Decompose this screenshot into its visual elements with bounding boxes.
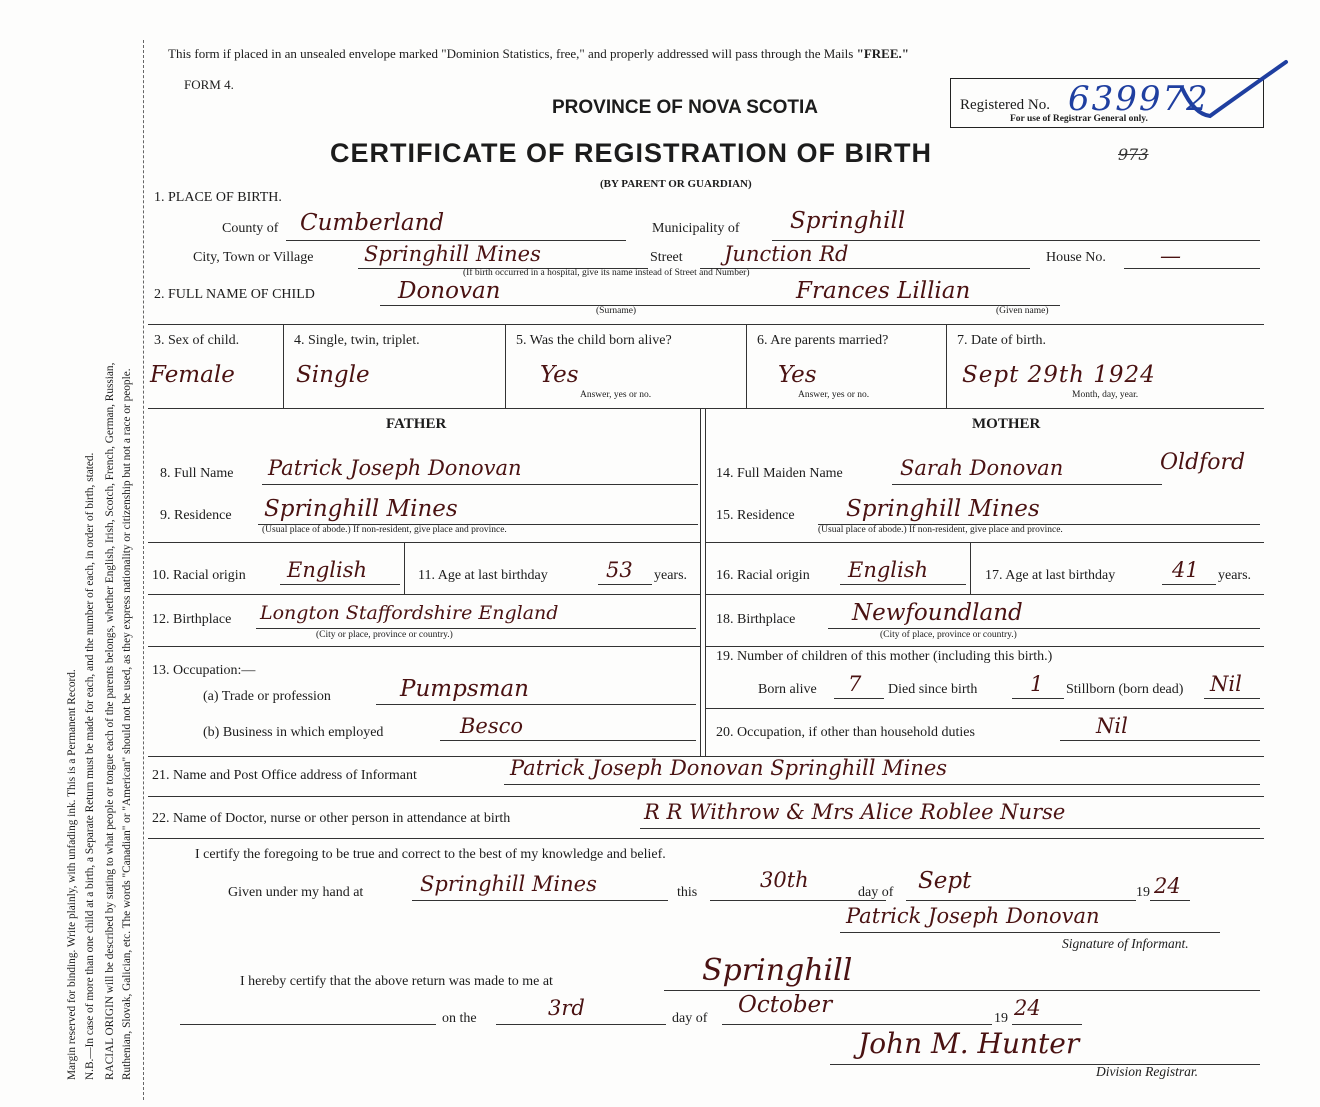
municipality-label: Municipality of — [652, 221, 740, 236]
father-heading: FATHER — [386, 416, 447, 432]
certification-day-of-label: day of — [858, 885, 894, 900]
street-value: Junction Rd — [724, 242, 849, 266]
given-under-label: Given under my hand at — [228, 885, 364, 900]
plurality-label: 4. Single, twin, triplet. — [294, 333, 420, 348]
born-alive-count-label: Born alive — [758, 682, 817, 697]
mother-racial-value: English — [848, 558, 929, 582]
mother-racial-label: 16. Racial origin — [716, 568, 810, 583]
father-name-label: 8. Full Name — [160, 466, 234, 481]
margin-note-1: Margin reserved for binding. Write plainly, with unfading ink. This is a Permanent Record. — [66, 669, 78, 1080]
registrar-on-the-label: on the — [442, 1011, 477, 1026]
mail-notice: This form if placed in an unsealed envelope marked "Dominion Statistics, free," and properly addressed will pass through the Mails "FREE." — [168, 46, 909, 61]
father-racial-label: 10. Racial origin — [152, 568, 246, 583]
father-residence-label: 9. Residence — [160, 508, 232, 523]
mother-age-value: 41 — [1172, 558, 1199, 582]
certificate-title: CERTIFICATE OF REGISTRATION OF BIRTH — [330, 138, 932, 168]
mother-age-years: years. — [1218, 568, 1252, 583]
registered-label: Registered No. — [960, 97, 1050, 113]
mother-name-value: Sarah Donovan — [900, 456, 1064, 480]
mother-occupation-value: Nil — [1096, 714, 1128, 738]
stillborn-value: Nil — [1210, 672, 1242, 696]
father-birthplace-caption: (City or place, province or country.) — [316, 630, 453, 640]
given-name-caption: (Given name) — [996, 306, 1049, 316]
mother-birthplace-label: 18. Birthplace — [716, 612, 796, 627]
municipality-value: Springhill — [790, 208, 906, 234]
informant-signature-caption: Signature of Informant. — [1062, 936, 1189, 951]
parents-married-label: 6. Are parents married? — [757, 333, 889, 348]
row-3-7-bottom-border — [148, 408, 1264, 409]
registrar-day-of-label: day of — [672, 1011, 708, 1026]
father-occupation-label: 13. Occupation:— — [152, 663, 256, 678]
registrar-day-value: 3rd — [548, 996, 585, 1020]
municipality-line — [772, 240, 1260, 241]
certification-year-value: 24 — [1154, 874, 1181, 898]
registrar-place-value: Springhill — [702, 953, 853, 988]
certification-month-value: Sept — [918, 868, 972, 894]
father-age-years: years. — [654, 568, 688, 583]
county-value: Cumberland — [300, 210, 445, 236]
stillborn-label: Stillborn (born dead) — [1066, 682, 1184, 697]
registered-value: 639972 — [1068, 79, 1210, 119]
father-birthplace-label: 12. Birthplace — [152, 612, 232, 627]
registrar-caption: Division Registrar. — [1096, 1064, 1199, 1079]
father-residence-value: Springhill Mines — [264, 496, 458, 522]
mother-residence-label: 15. Residence — [716, 508, 795, 523]
place-of-birth-label: 1. PLACE OF BIRTH. — [154, 190, 282, 205]
sex-label: 3. Sex of child. — [154, 333, 240, 348]
certificate-subtitle: (BY PARENT OR GUARDIAN) — [600, 178, 752, 190]
child-name-label: 2. FULL NAME OF CHILD — [154, 287, 315, 302]
city-label: City, Town or Village — [193, 250, 314, 265]
certification-statement: I certify the foregoing to be true and correct to the best of my knowledge and belief. — [195, 847, 666, 862]
date-of-birth-label: 7. Date of birth. — [957, 333, 1047, 348]
given-place-value: Springhill Mines — [420, 872, 597, 896]
father-trade-label: (a) Trade or profession — [203, 689, 331, 704]
father-business-value: Besco — [460, 714, 524, 738]
father-age-label: 11. Age at last birthday — [418, 568, 548, 583]
father-abode-caption: (Usual place of abode.) If non-resident, give place and province. — [262, 525, 507, 535]
father-business-label: (b) Business in which employed — [203, 725, 384, 740]
house-no-value: — — [1160, 244, 1181, 268]
registrar-signature: John M. Hunter — [858, 1027, 1080, 1060]
mother-abode-caption: (Usual place of abode.) If non-resident, give place and province. — [818, 525, 1063, 535]
child-given-name: Frances Lillian — [796, 278, 971, 304]
mother-heading: MOTHER — [972, 416, 1041, 432]
father-birthplace-value: Longton Staffordshire England — [260, 602, 559, 624]
margin-note-2: N.B.—In case of more than one child at a birth, a Separate Return must be made for each, and the number of each, in order of birth, stated. — [84, 452, 96, 1080]
form-label: FORM 4. — [184, 77, 234, 92]
died-since-birth-label: Died since birth — [888, 682, 978, 697]
binding-margin-line — [143, 40, 144, 1100]
informant-signature: Patrick Joseph Donovan — [846, 904, 1100, 928]
house-no-line — [1124, 268, 1260, 269]
father-age-value: 53 — [606, 558, 633, 582]
child-surname: Donovan — [398, 278, 501, 304]
hospital-note: (If birth occurred in a hospital, give its name instead of Street and Number) — [463, 268, 750, 278]
certification-year-prefix: 19 — [1136, 885, 1150, 900]
county-line — [286, 240, 626, 241]
father-name-value: Patrick Joseph Donovan — [268, 456, 522, 480]
registrar-year-prefix: 19 — [994, 1011, 1008, 1026]
margin-note-4: Ruthenian, Slovak, Galician, etc. The words "Canadian" or "American" should not be used, as they express nationality or citizenship but not a race or people. — [121, 368, 133, 1080]
mother-residence-value: Springhill Mines — [846, 496, 1040, 522]
mother-children-label: 19. Number of children of this mother (including this birth.) — [716, 649, 1053, 664]
born-alive-value: Yes — [540, 362, 579, 388]
mother-birthplace-value: Newfoundland — [852, 600, 1023, 626]
registrar-use-note: For use of Registrar General only. — [1010, 114, 1148, 124]
surname-caption: (Surname) — [596, 306, 637, 316]
house-no-label: House No. — [1046, 250, 1106, 265]
attendant-label: 22. Name of Doctor, nurse or other person in attendance at birth — [152, 811, 511, 826]
parent-column-divider — [700, 408, 701, 756]
mother-name-label: 14. Full Maiden Name — [716, 466, 843, 481]
mother-name-correction: Oldford — [1160, 450, 1246, 475]
mother-age-label: 17. Age at last birthday — [985, 568, 1116, 583]
informant-value: Patrick Joseph Donovan Springhill Mines — [510, 756, 948, 780]
street-label: Street — [650, 250, 683, 265]
margin-note-3: RACIAL ORIGIN will be described by stating to what people or tongue each of the parents belongs, whether English, Irish, Scotch, French, German, Russian, — [104, 362, 116, 1080]
child-name-line — [380, 305, 1060, 306]
row-3-7-top-border — [148, 324, 1264, 325]
this-label: this — [677, 885, 698, 900]
born-alive-caption: Answer, yes or no. — [580, 390, 652, 400]
registrar-year-value: 24 — [1014, 996, 1041, 1020]
born-alive-count-value: 7 — [848, 672, 862, 696]
mother-birthplace-caption: (City of place, province or country.) — [880, 630, 1017, 640]
born-alive-label: 5. Was the child born alive? — [516, 333, 672, 348]
city-value: Springhill Mines — [364, 242, 541, 266]
attendant-value: R R Withrow & Mrs Alice Roblee Nurse — [644, 800, 1066, 824]
province-heading: PROVINCE OF NOVA SCOTIA — [552, 97, 819, 118]
parents-married-caption: Answer, yes or no. — [798, 390, 870, 400]
father-trade-value: Pumpsman — [400, 676, 529, 702]
county-label: County of — [222, 221, 279, 236]
parents-married-value: Yes — [778, 362, 817, 388]
plurality-value: Single — [296, 362, 370, 388]
checkmark-icon — [1180, 58, 1290, 128]
died-since-birth-value: 1 — [1030, 672, 1044, 696]
registrar-month-value: October — [738, 992, 833, 1018]
date-of-birth-caption: Month, day, year. — [1072, 390, 1139, 400]
registrar-statement: I hereby certify that the above return was made to me at — [240, 974, 553, 989]
informant-label: 21. Name and Post Office address of Informant — [152, 768, 417, 783]
mother-occupation-label: 20. Occupation, if other than household duties — [716, 725, 975, 740]
certification-day-value: 30th — [760, 868, 809, 892]
date-of-birth-value: Sept 29th 1924 — [962, 362, 1156, 388]
father-racial-value: English — [287, 558, 368, 582]
stamp-number: 973 — [1118, 145, 1149, 164]
sex-value: Female — [150, 362, 235, 388]
